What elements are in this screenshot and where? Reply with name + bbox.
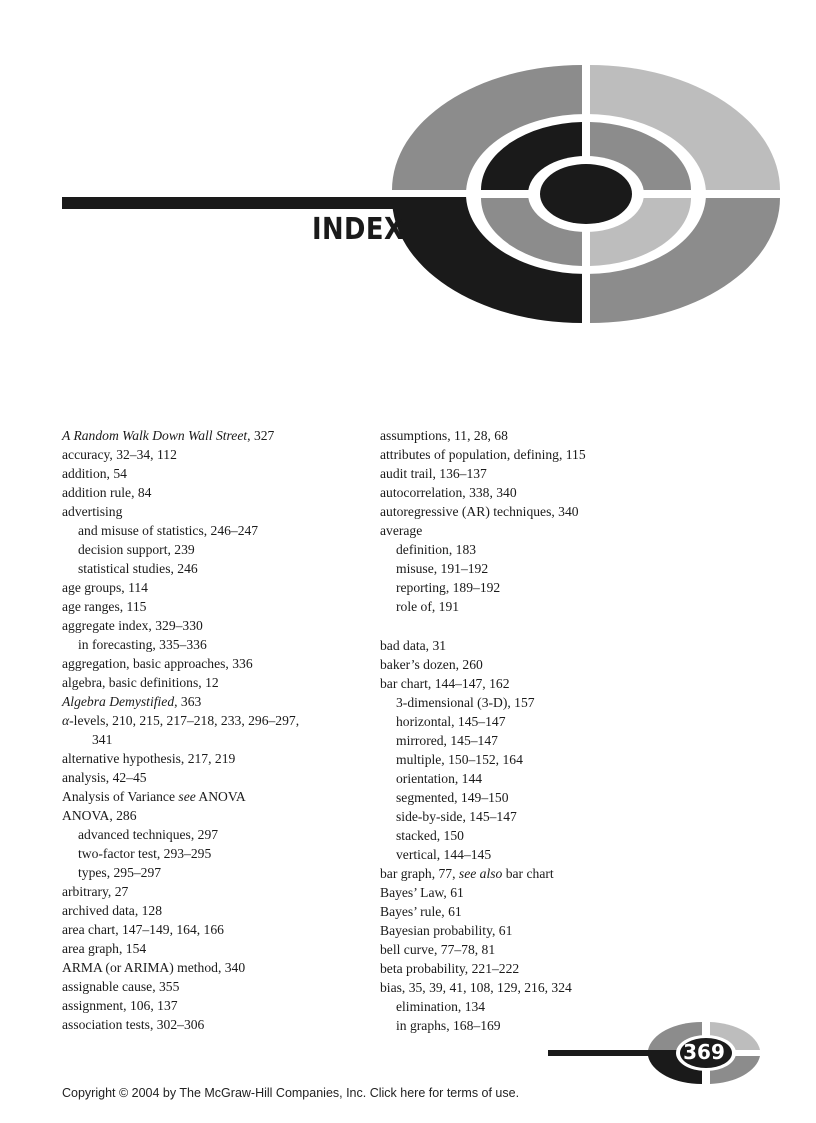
index-subentry bbox=[62, 540, 362, 559]
index-entry-text: 341 bbox=[92, 732, 113, 747]
index-subentry bbox=[62, 559, 362, 578]
index-entry bbox=[380, 426, 680, 445]
index-entry-text: see bbox=[178, 789, 196, 804]
index-subentry bbox=[380, 788, 680, 807]
index-subentry bbox=[380, 807, 680, 826]
index-entry-text: Analysis of Variance bbox=[62, 789, 179, 804]
index-entry-text: 3-dimensional (3-D), 157 bbox=[396, 695, 535, 710]
index-entry bbox=[62, 445, 362, 464]
index-subentry bbox=[380, 826, 680, 845]
index-entry bbox=[62, 654, 362, 673]
index-subentry bbox=[380, 997, 680, 1016]
index-entry-text: Bayes’ Law, 61 bbox=[380, 885, 464, 900]
index-subentry bbox=[62, 863, 362, 882]
index-entry-text: area graph, 154 bbox=[62, 941, 147, 956]
index-entry bbox=[380, 483, 680, 502]
index-entry bbox=[62, 920, 362, 939]
index-entry-text: , 327 bbox=[247, 428, 275, 443]
index-entry-text: bar chart bbox=[502, 866, 554, 881]
index-entry-text: vertical, 144–145 bbox=[396, 847, 492, 862]
index-entry-text: ANOVA bbox=[195, 789, 246, 804]
page-title: INDEX bbox=[312, 212, 405, 247]
index-entry-text: ANOVA, 286 bbox=[62, 808, 137, 823]
index-entry-text: bar graph, 77, bbox=[380, 866, 459, 881]
index-entry-text: -levels, 210, 215, 217–218, 233, 296–297, bbox=[69, 713, 300, 728]
index-subentry bbox=[380, 693, 680, 712]
index-entry-text: misuse, 191–192 bbox=[396, 561, 489, 576]
index-entry-text: addition, 54 bbox=[62, 466, 127, 481]
index-entry-text: arbitrary, 27 bbox=[62, 884, 129, 899]
index-entry bbox=[380, 502, 680, 521]
index-entry-text: aggregation, basic approaches, 336 bbox=[62, 656, 253, 671]
index-entry-text: assumptions, 11, 28, 68 bbox=[380, 428, 508, 443]
index-entry bbox=[62, 692, 362, 711]
index-entry-text: stacked, 150 bbox=[396, 828, 464, 843]
index-entry bbox=[62, 483, 362, 502]
index-entry-text: two-factor test, 293–295 bbox=[78, 846, 212, 861]
index-entry-continuation bbox=[62, 730, 362, 749]
index-entry-text: archived data, 128 bbox=[62, 903, 163, 918]
index-entry-text: assignable cause, 355 bbox=[62, 979, 180, 994]
index-entry bbox=[62, 996, 362, 1015]
index-entry-text: age groups, 114 bbox=[62, 580, 148, 595]
index-entry bbox=[380, 940, 680, 959]
index-entry bbox=[62, 711, 362, 730]
index-subentry bbox=[380, 769, 680, 788]
index-entry-text: assignment, 106, 137 bbox=[62, 998, 178, 1013]
page-number: 369 bbox=[683, 1040, 725, 1064]
index-entry bbox=[62, 787, 362, 806]
index-entry-text: age ranges, 115 bbox=[62, 599, 147, 614]
index-entry bbox=[380, 959, 680, 978]
index-entry bbox=[380, 655, 680, 674]
index-entry bbox=[380, 921, 680, 940]
index-entry-text: association tests, 302–306 bbox=[62, 1017, 205, 1032]
index-entry-text: aggregate index, 329–330 bbox=[62, 618, 203, 633]
index-entry-text: autocorrelation, 338, 340 bbox=[380, 485, 517, 500]
index-entry-text: , 363 bbox=[174, 694, 202, 709]
index-entry bbox=[62, 502, 362, 521]
index-entry-text: horizontal, 145–147 bbox=[396, 714, 506, 729]
index-entry-text: mirrored, 145–147 bbox=[396, 733, 498, 748]
index-entry bbox=[62, 977, 362, 996]
index-entry-text: advanced techniques, 297 bbox=[78, 827, 219, 842]
center-dot bbox=[540, 164, 632, 224]
index-entry bbox=[62, 749, 362, 768]
index-entry bbox=[62, 464, 362, 483]
index-entry bbox=[380, 521, 680, 540]
index-entry-text: multiple, 150–152, 164 bbox=[396, 752, 523, 767]
copyright-notice[interactable] bbox=[62, 1086, 519, 1100]
index-entry bbox=[62, 673, 362, 692]
index-entry bbox=[62, 768, 362, 787]
index-entry bbox=[62, 578, 362, 597]
index-entry-text: attributes of population, defining, 115 bbox=[380, 447, 586, 462]
index-entry-text: decision support, 239 bbox=[78, 542, 195, 557]
index-entry-text: analysis, 42–45 bbox=[62, 770, 147, 785]
header-target-graphic bbox=[0, 0, 816, 340]
index-column-right bbox=[380, 426, 680, 1035]
index-entry bbox=[62, 882, 362, 901]
index-subentry bbox=[380, 540, 680, 559]
index-entry-text: orientation, 144 bbox=[396, 771, 483, 786]
index-entry-text: bar chart, 144–147, 162 bbox=[380, 676, 510, 691]
index-entry-text: beta probability, 221–222 bbox=[380, 961, 520, 976]
index-entry-text: advertising bbox=[62, 504, 123, 519]
index-entry-text: α bbox=[62, 713, 70, 728]
index-entry bbox=[380, 636, 680, 655]
index-entry-text: role of, 191 bbox=[396, 599, 460, 614]
copyright-text[interactable]: Copyright © 2004 by The McGraw-Hill Companies, Inc. Click here for terms of use. bbox=[62, 1086, 520, 1100]
index-subentry bbox=[62, 844, 362, 863]
index-subentry bbox=[380, 597, 680, 616]
index-subentry bbox=[380, 712, 680, 731]
index-entry-text: audit trail, 136–137 bbox=[380, 466, 487, 481]
index-entry-text: area chart, 147–149, 164, 166 bbox=[62, 922, 224, 937]
index-entry bbox=[380, 978, 680, 997]
index-gap bbox=[380, 616, 680, 636]
index-subentry bbox=[380, 845, 680, 864]
index-entry-text: bad data, 31 bbox=[380, 638, 447, 653]
index-entry-text: alternative hypothesis, 217, 219 bbox=[62, 751, 236, 766]
index-entry-text: accuracy, 32–34, 112 bbox=[62, 447, 177, 462]
index-entry bbox=[62, 958, 362, 977]
index-entry-text: statistical studies, 246 bbox=[78, 561, 198, 576]
index-entry-text: in graphs, 168–169 bbox=[396, 1018, 501, 1033]
index-entry-text: A Random Walk Down Wall Street bbox=[62, 428, 248, 443]
index-entry-text: ARMA (or ARIMA) method, 340 bbox=[62, 960, 246, 975]
index-entry-text: reporting, 189–192 bbox=[396, 580, 501, 595]
index-entry-text: algebra, basic definitions, 12 bbox=[62, 675, 219, 690]
index-entry-text: types, 295–297 bbox=[78, 865, 162, 880]
index-entry bbox=[62, 901, 362, 920]
index-subentry bbox=[380, 750, 680, 769]
index-subentry bbox=[62, 825, 362, 844]
index-entry bbox=[380, 864, 680, 883]
index-entry-text: side-by-side, 145–147 bbox=[396, 809, 517, 824]
index-subentry bbox=[380, 731, 680, 750]
index-entry-text: bell curve, 77–78, 81 bbox=[380, 942, 496, 957]
index-subentry bbox=[62, 635, 362, 654]
index-entry-text: see also bbox=[458, 866, 503, 881]
index-entry bbox=[62, 597, 362, 616]
index-entry-text: in forecasting, 335–336 bbox=[78, 637, 207, 652]
index-entry bbox=[380, 674, 680, 693]
index-entry-text: elimination, 134 bbox=[396, 999, 486, 1014]
index-entry bbox=[62, 939, 362, 958]
index-entry bbox=[62, 806, 362, 825]
index-subentry bbox=[380, 578, 680, 597]
index-entry bbox=[62, 616, 362, 635]
index-column-left bbox=[62, 426, 362, 1034]
index-subentry bbox=[62, 521, 362, 540]
index-entry-text: autoregressive (AR) techniques, 340 bbox=[380, 504, 579, 519]
index-entry-text: Bayesian probability, 61 bbox=[380, 923, 513, 938]
index-entry-text: baker’s dozen, 260 bbox=[380, 657, 483, 672]
index-entry bbox=[380, 902, 680, 921]
index-entry-text: definition, 183 bbox=[396, 542, 477, 557]
index-entry-text: addition rule, 84 bbox=[62, 485, 152, 500]
index-entry-text: and misuse of statistics, 246–247 bbox=[78, 523, 259, 538]
index-entry bbox=[380, 883, 680, 902]
index-entry-text: segmented, 149–150 bbox=[396, 790, 509, 805]
index-entry bbox=[380, 464, 680, 483]
index-entry-text: Bayes’ rule, 61 bbox=[380, 904, 462, 919]
index-entry-text: Algebra Demystified bbox=[62, 694, 175, 709]
index-subentry bbox=[380, 559, 680, 578]
index-entry bbox=[62, 426, 362, 445]
index-entry-text: bias, 35, 39, 41, 108, 129, 216, 324 bbox=[380, 980, 572, 995]
index-entry bbox=[380, 445, 680, 464]
index-entry-text: average bbox=[380, 523, 423, 538]
